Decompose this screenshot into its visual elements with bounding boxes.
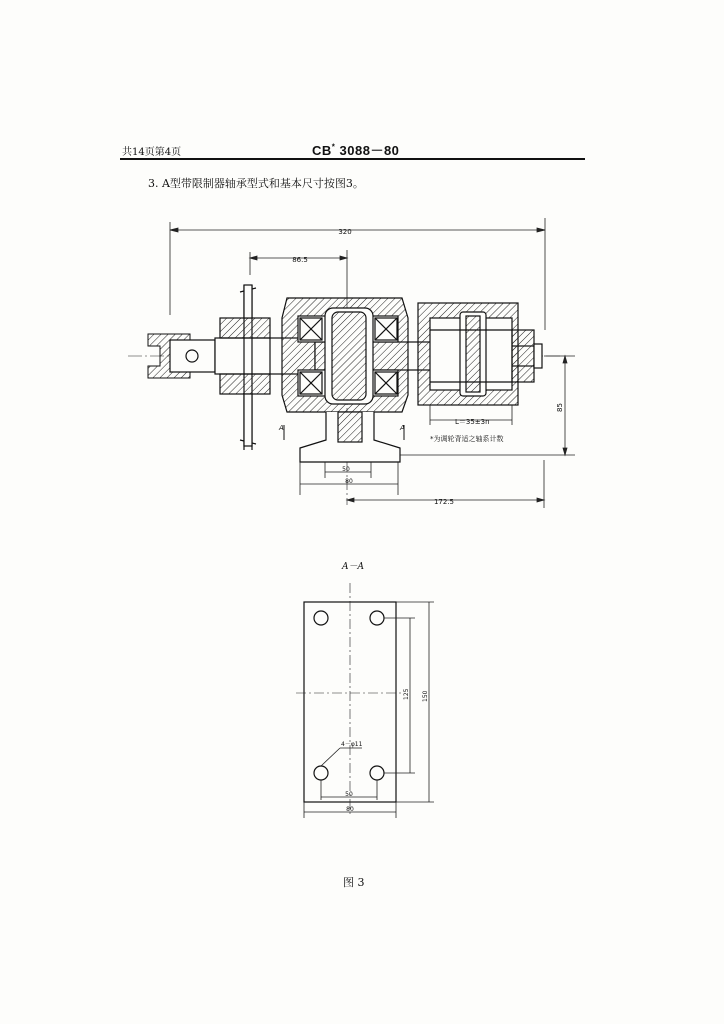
standard-mark: * xyxy=(331,142,336,152)
section-dim-height: 150 xyxy=(422,690,429,702)
page-counter: 共14页第4页 xyxy=(122,147,182,158)
dim-fit-label: L＝35±3n xyxy=(455,418,490,426)
dim-base-inner-label: 50 xyxy=(342,466,350,473)
standard-suffix: 3088－80 xyxy=(335,143,400,158)
bearing-housing xyxy=(282,298,408,412)
dim-overall-label: 320 xyxy=(338,228,352,236)
section-dimensions xyxy=(304,602,434,818)
dim-sprocket-label: 86.5 xyxy=(292,256,308,264)
section-mark-left: A xyxy=(279,424,284,432)
section-dim-hole-x: 50 xyxy=(345,791,353,798)
clause-text: 3. A型带限制器轴承型式和基本尺寸按图3。 xyxy=(148,177,364,190)
pedestal xyxy=(300,412,400,462)
dim-base-outer-label: 80 xyxy=(345,478,353,485)
limiter xyxy=(418,303,542,405)
section-label: A－A xyxy=(342,562,364,572)
dim-length-label: 172.5 xyxy=(433,498,455,506)
section-hole-spec: 4－φ11 xyxy=(341,741,363,748)
standard-prefix: CB xyxy=(312,143,332,158)
section-dim-hole-y: 125 xyxy=(403,688,410,700)
dim-height-label: 85 xyxy=(556,403,564,412)
section-dim-width: 80 xyxy=(346,806,354,813)
limiter-note: *为调轮背适之轴系计数 xyxy=(430,435,504,443)
figure-caption: 图 3 xyxy=(343,876,365,889)
section-mark-right: A xyxy=(400,424,405,432)
